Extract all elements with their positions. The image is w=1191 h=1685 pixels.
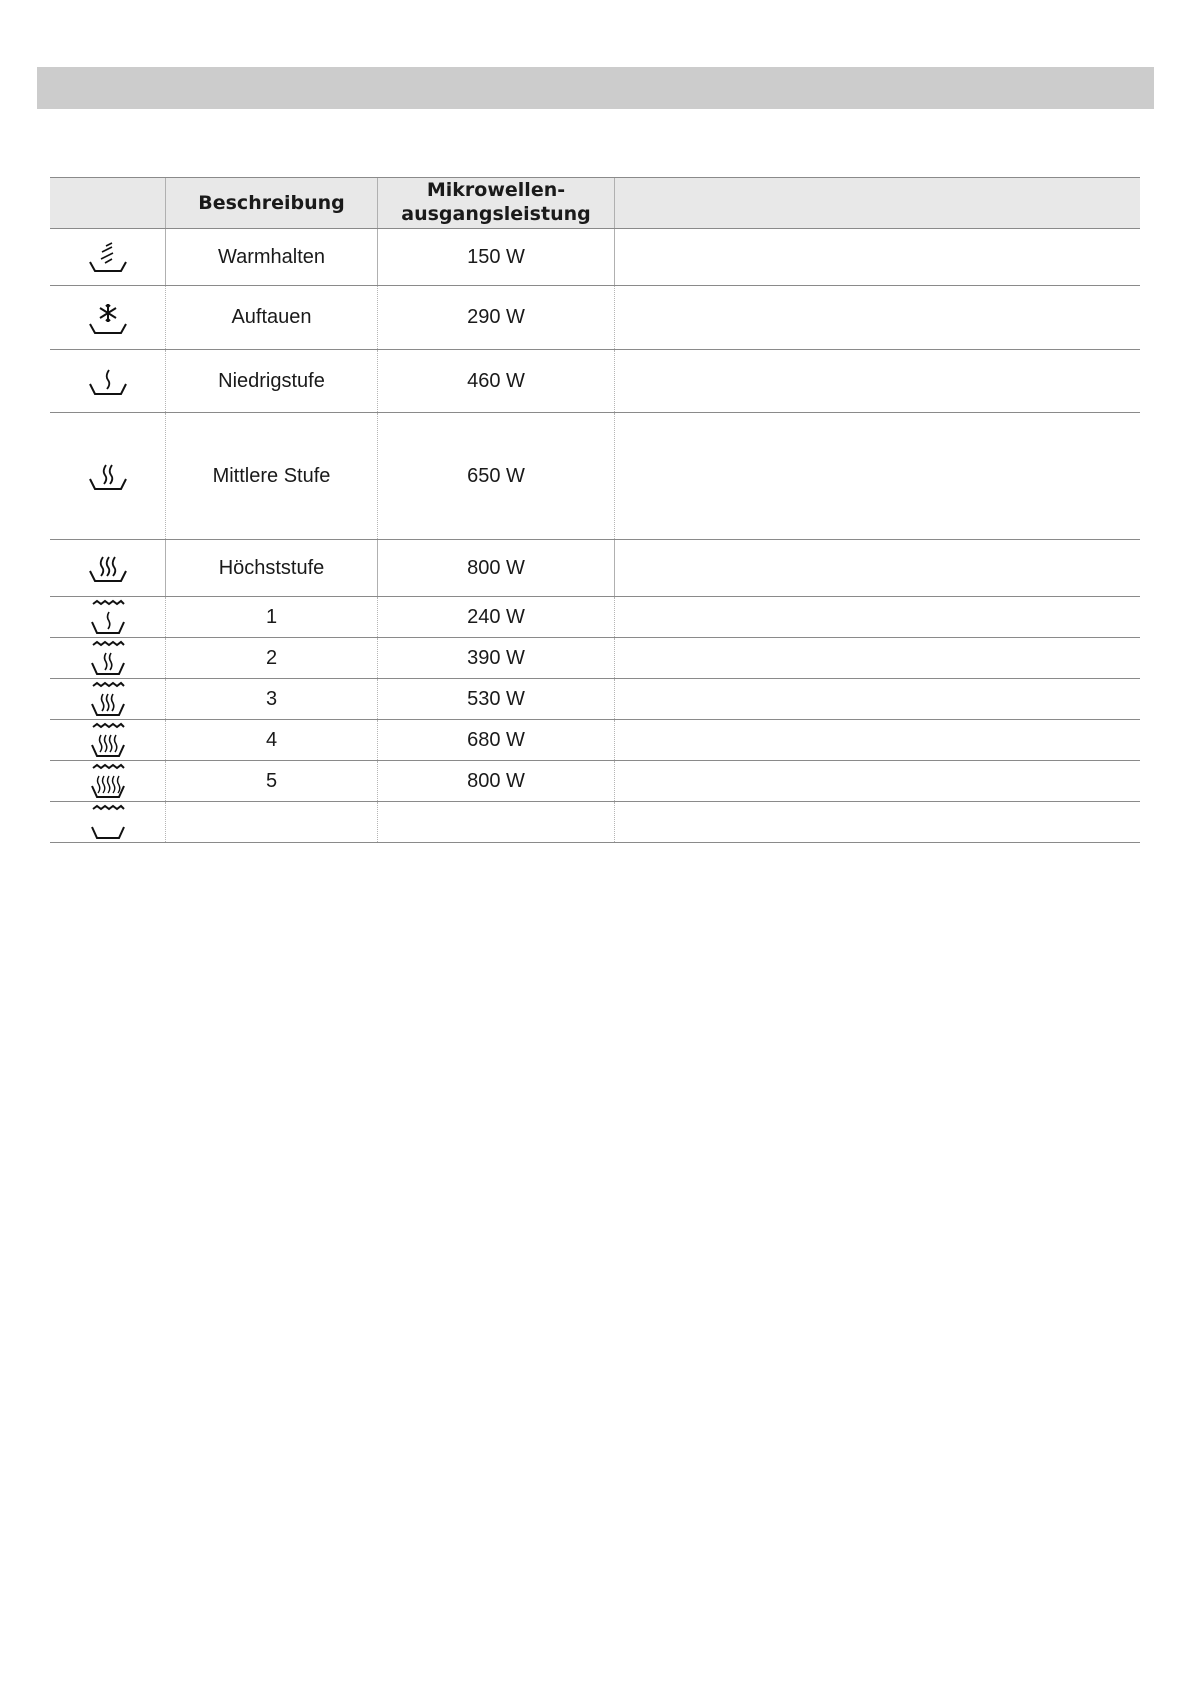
row-description: 2 bbox=[165, 638, 377, 678]
row-notes bbox=[614, 350, 1140, 412]
row-power: 460 W bbox=[377, 350, 614, 412]
combi-3-icon bbox=[50, 679, 165, 719]
table-row bbox=[50, 638, 1140, 679]
row-description: Höchststufe bbox=[165, 540, 377, 596]
low-power-icon bbox=[50, 350, 165, 412]
row-notes bbox=[614, 720, 1140, 760]
row-power: 240 W bbox=[377, 597, 614, 637]
row-power bbox=[377, 802, 614, 842]
microwave-power-table bbox=[50, 177, 1140, 843]
row-description: 5 bbox=[165, 761, 377, 801]
header-notes bbox=[614, 178, 1140, 228]
combi-2-icon bbox=[50, 638, 165, 678]
row-description: Mittlere Stufe bbox=[165, 413, 377, 539]
table-row bbox=[50, 286, 1140, 350]
row-power: 290 W bbox=[377, 286, 614, 349]
table-row bbox=[50, 802, 1140, 843]
row-description: Warmhalten bbox=[165, 229, 377, 285]
combi-4-icon bbox=[50, 720, 165, 760]
row-power: 530 W bbox=[377, 679, 614, 719]
section-header-band bbox=[37, 67, 1154, 109]
row-power: 800 W bbox=[377, 761, 614, 801]
row-notes bbox=[614, 638, 1140, 678]
table-row bbox=[50, 761, 1140, 802]
row-description: Niedrigstufe bbox=[165, 350, 377, 412]
row-description: 3 bbox=[165, 679, 377, 719]
combi-5-icon bbox=[50, 761, 165, 801]
header-power-line2: ausgangsleistung bbox=[401, 203, 591, 225]
row-notes bbox=[614, 679, 1140, 719]
row-description: 4 bbox=[165, 720, 377, 760]
row-description: 1 bbox=[165, 597, 377, 637]
row-notes bbox=[614, 413, 1140, 539]
row-power: 800 W bbox=[377, 540, 614, 596]
grill-icon bbox=[50, 802, 165, 842]
defrost-icon bbox=[50, 286, 165, 349]
row-power: 650 W bbox=[377, 413, 614, 539]
row-description: Auftauen bbox=[165, 286, 377, 349]
row-notes bbox=[614, 229, 1140, 285]
header-power-line1: Mikrowellen- bbox=[426, 179, 566, 201]
row-description bbox=[165, 802, 377, 842]
table-row bbox=[50, 413, 1140, 540]
row-notes bbox=[614, 761, 1140, 801]
table-row bbox=[50, 540, 1140, 597]
row-notes bbox=[614, 802, 1140, 842]
row-notes bbox=[614, 597, 1140, 637]
row-notes bbox=[614, 540, 1140, 596]
table-row bbox=[50, 679, 1140, 720]
medium-power-icon bbox=[50, 413, 165, 539]
row-power: 150 W bbox=[377, 229, 614, 285]
table-row bbox=[50, 350, 1140, 413]
table-header-row bbox=[50, 177, 1140, 229]
high-power-icon bbox=[50, 540, 165, 596]
header-description: Beschreibung bbox=[165, 178, 377, 228]
table-row bbox=[50, 597, 1140, 638]
row-power: 390 W bbox=[377, 638, 614, 678]
table-row bbox=[50, 229, 1140, 286]
header-icon-column bbox=[50, 178, 165, 228]
combi-1-icon bbox=[50, 597, 165, 637]
table-row bbox=[50, 720, 1140, 761]
header-power bbox=[377, 178, 614, 228]
keep-warm-icon bbox=[50, 229, 165, 285]
row-notes bbox=[614, 286, 1140, 349]
row-power: 680 W bbox=[377, 720, 614, 760]
